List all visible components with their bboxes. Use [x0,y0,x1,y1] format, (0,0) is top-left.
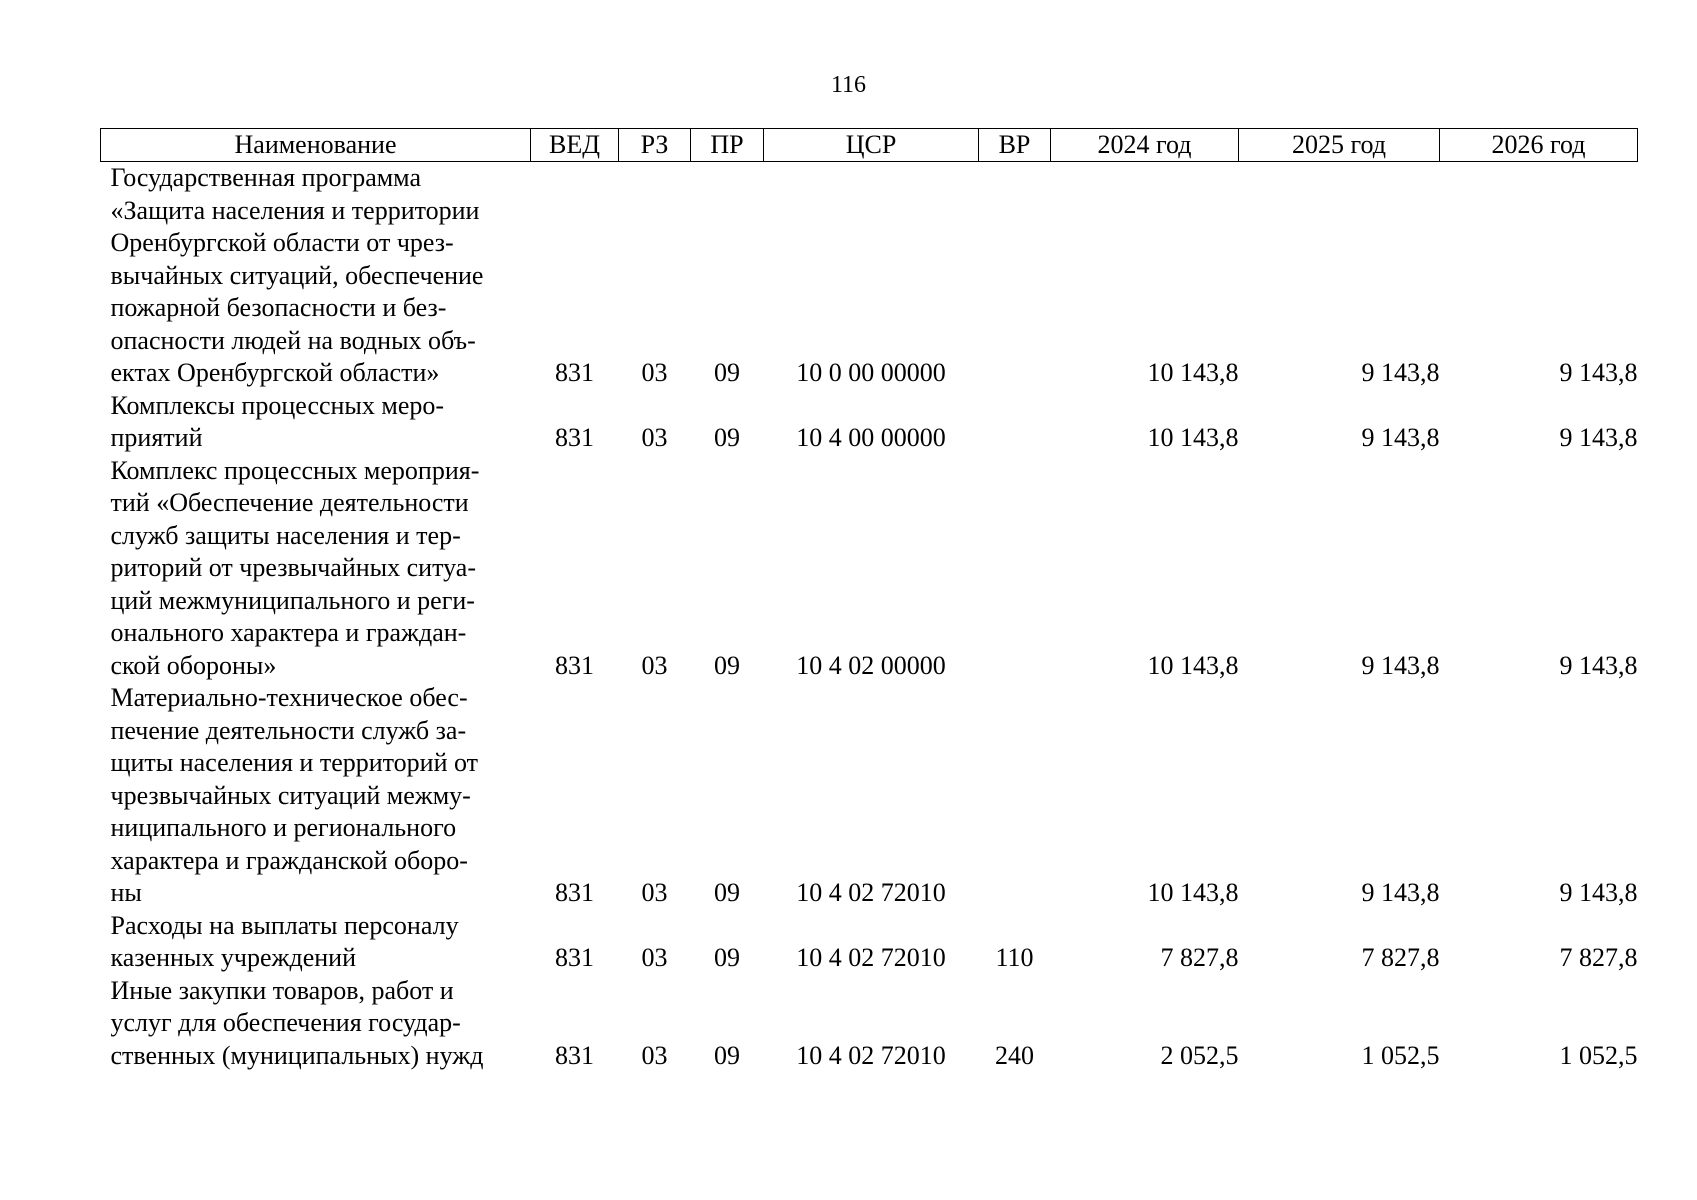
name-line: Государственная программа [110,163,422,192]
name-line: Комплекс процессных мероприя- [110,455,480,485]
cell-ved: 831 [555,943,594,972]
cell-rz: 03 [641,423,668,452]
header-2024: 2024 год [1051,129,1239,162]
cell-2026: 7 827,8 [1559,943,1638,972]
name-line: печение деятельности служб за- [110,715,467,745]
cell-pr: 09 [714,650,740,680]
table-row [101,390,1638,455]
cell-csr: 10 4 02 00000 [796,650,946,680]
header-2026: 2026 год [1440,129,1638,162]
cell-2025: 7 827,8 [1361,943,1440,972]
cell-csr: 10 4 02 72010 [796,1040,946,1070]
name-line: вычайных ситуаций, обеспечение [110,260,484,290]
cell-2025: 1 052,5 [1361,1040,1440,1070]
cell-2024: 7 827,8 [1160,943,1239,972]
header-name: Наименование [101,129,531,162]
name-line: риторий от чрезвычайных ситуа- [110,553,476,582]
budget-table [100,128,1638,1072]
cell-2025: 9 143,8 [1361,878,1440,907]
table-row [101,162,1638,390]
header-row [101,129,1638,162]
cell-csr: 10 4 02 72010 [796,943,946,972]
cell-vr [979,455,1051,683]
name-line: ций межмуниципального и реги- [110,585,475,615]
name-line: ственных (муниципальных) нужд [110,1040,484,1070]
cell-name [101,975,531,1073]
cell-csr: 10 4 02 72010 [796,878,946,907]
cell-vr [979,390,1051,455]
header-2025: 2025 год [1239,129,1440,162]
cell-2024: 10 143,8 [1147,878,1239,907]
name-line: опасности людей на водных объ- [110,325,476,355]
cell-pr: 09 [714,423,740,452]
name-line: пожарной безопасности и без- [110,293,447,322]
cell-2025: 9 143,8 [1361,650,1440,680]
table-row [101,910,1638,975]
table-row [101,975,1638,1073]
cell-rz: 03 [641,650,668,680]
cell-csr: 10 4 00 00000 [796,423,946,452]
cell-rz: 03 [641,358,668,387]
cell-csr: 10 0 00 00000 [796,358,946,387]
name-line: Материально-техническое обес- [110,683,468,712]
cell-rz: 03 [641,943,668,972]
header-vr: ВР [979,129,1051,162]
name-line: ектах Оренбургской области» [110,358,440,387]
cell-pr: 09 [714,943,740,972]
name-line: онального характера и граждан- [110,618,467,647]
cell-2026: 9 143,8 [1559,358,1638,387]
name-line: чрезвычайных ситуаций межму- [110,780,471,810]
cell-ved: 831 [555,650,594,680]
name-line: щиты населения и территорий от [110,748,479,777]
cell-name [101,162,531,390]
cell-ved: 831 [555,1040,594,1070]
cell-2025: 9 143,8 [1361,358,1440,387]
cell-2024: 2 052,5 [1160,1040,1239,1070]
cell-vr [979,682,1051,910]
cell-2026: 9 143,8 [1559,650,1638,680]
header-rz: РЗ [619,129,691,162]
cell-2026: 1 052,5 [1559,1040,1638,1070]
page-number: 116 [830,72,867,98]
cell-ved: 831 [555,878,594,907]
name-line: услуг для обеспечения государ- [110,1008,461,1037]
cell-name [101,682,531,910]
cell-2024: 10 143,8 [1147,423,1239,452]
cell-2026: 9 143,8 [1559,878,1638,907]
name-line: служб защиты населения и тер- [110,520,461,550]
cell-2026: 9 143,8 [1559,423,1638,452]
table-row [101,455,1638,683]
cell-name [101,455,531,683]
name-line: тий «Обеспечение деятельности [110,488,469,517]
table-row [101,682,1638,910]
cell-2024: 10 143,8 [1147,650,1239,680]
name-line: характера и гражданской оборо- [110,845,468,875]
name-line: ниципального и регионального [110,813,457,842]
cell-ved: 831 [555,423,594,452]
header-csr: ЦСР [764,129,979,162]
name-line: приятий [110,423,203,452]
cell-rz: 03 [641,1040,668,1070]
cell-pr: 09 [714,878,740,907]
cell-2025: 9 143,8 [1361,423,1440,452]
table-body [101,162,1638,1073]
name-line: казенных учреждений [110,943,356,972]
name-line: Оренбургской области от чрез- [110,228,454,257]
cell-ved: 831 [555,358,594,387]
cell-vr: 110 [995,943,1034,972]
cell-pr: 09 [714,1040,740,1070]
name-line: Комплексы процессных меро- [110,390,445,420]
name-line: Расходы на выплаты персоналу [110,910,459,940]
header-pr: ПР [691,129,764,162]
name-line: ской обороны» [110,650,277,680]
cell-vr [979,162,1051,390]
name-line: ны [110,878,142,907]
cell-vr: 240 [995,1040,1034,1070]
name-line: «Защита населения и территории [110,195,480,225]
header-ved: ВЕД [531,129,619,162]
cell-pr: 09 [714,358,740,387]
name-line: Иные закупки товаров, работ и [110,975,454,1005]
cell-2024: 10 143,8 [1147,358,1239,387]
cell-rz: 03 [641,878,668,907]
cell-name [101,390,531,455]
cell-name [101,910,531,975]
